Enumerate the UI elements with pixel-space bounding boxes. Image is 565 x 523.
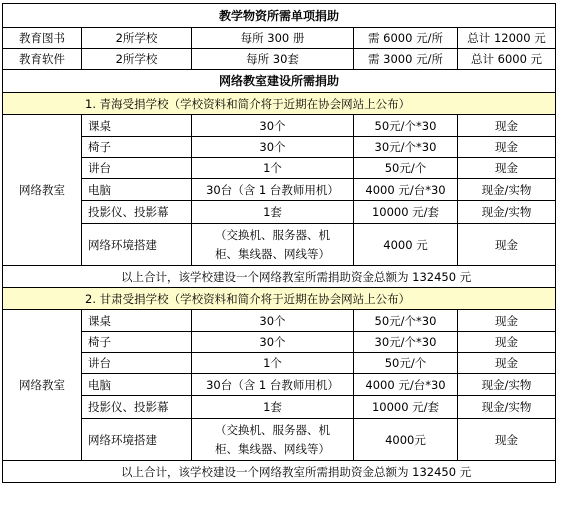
table-row xyxy=(3,374,556,396)
group-label: 网络教室 xyxy=(3,310,82,461)
summary-row xyxy=(3,461,556,483)
table-row xyxy=(3,224,556,266)
qty-cell: 1个 xyxy=(192,353,354,374)
table-row xyxy=(3,179,556,201)
section-title: 网络教室建设所需捐助 xyxy=(3,70,556,93)
qty-cell: 1个 xyxy=(192,158,354,179)
price-cell: 4000 元 xyxy=(354,224,458,266)
school-header: 2. 甘肃受捐学校（学校资料和简介将于近期在协会网站上公布） xyxy=(3,288,556,310)
price-cell: 30元/个*30 xyxy=(354,137,458,158)
price-cell: 50元/个 xyxy=(354,353,458,374)
table-row xyxy=(3,353,556,374)
item-name: 网络环境搭建 xyxy=(82,419,192,461)
item-name: 投影仪、投影幕 xyxy=(82,396,192,419)
item-name: 椅子 xyxy=(82,137,192,158)
section-title-row xyxy=(3,70,556,93)
type-cell: 现金/实物 xyxy=(458,396,556,419)
type-cell: 现金 xyxy=(458,224,556,266)
type-cell: 现金 xyxy=(458,332,556,353)
item-name: 电脑 xyxy=(82,179,192,201)
total-cell: 总计 12000 元 xyxy=(458,28,556,49)
section-title-row xyxy=(3,4,556,28)
summary-row xyxy=(3,266,556,288)
table-row xyxy=(3,310,556,332)
type-cell: 现金/实物 xyxy=(458,374,556,396)
price-cell: 4000 元/台*30 xyxy=(354,374,458,396)
qty-cell: 30个 xyxy=(192,137,354,158)
school-header-row xyxy=(3,288,556,310)
item-name: 课桌 xyxy=(82,115,192,137)
item-name: 椅子 xyxy=(82,332,192,353)
item-name: 讲台 xyxy=(82,158,192,179)
type-cell: 现金/实物 xyxy=(458,179,556,201)
scope-cell: 2所学校 xyxy=(82,49,192,70)
qty-cell: 1套 xyxy=(192,396,354,419)
price-cell: 50元/个 xyxy=(354,158,458,179)
summary-text: 以上合计，该学校建设一个网络教室所需捐助资金总额为 132450 元 xyxy=(3,266,556,288)
scope-cell: 2所学校 xyxy=(82,28,192,49)
qty-cell: 1套 xyxy=(192,201,354,224)
summary-text: 以上合计，该学校建设一个网络教室所需捐助资金总额为 132450 元 xyxy=(3,461,556,483)
item-name: 讲台 xyxy=(82,353,192,374)
table-row xyxy=(3,332,556,353)
qty-cell xyxy=(192,419,354,461)
qty-cell: 30台（含 1 台教师用机） xyxy=(192,374,354,396)
item-name: 投影仪、投影幕 xyxy=(82,201,192,224)
total-cell: 总计 6000 元 xyxy=(458,49,556,70)
amount-cell: 每所 30套 xyxy=(192,49,354,70)
price-cell: 10000 元/套 xyxy=(354,201,458,224)
item-name: 电脑 xyxy=(82,374,192,396)
qty-line: 柜、集线器、网线等） xyxy=(215,441,330,456)
table-row xyxy=(3,49,556,70)
qty-cell: 30台（含 1 台教师用机） xyxy=(192,179,354,201)
price-cell: 4000 元/台*30 xyxy=(354,179,458,201)
item-name: 教育软件 xyxy=(3,49,82,70)
table-row xyxy=(3,158,556,179)
type-cell: 现金/实物 xyxy=(458,201,556,224)
type-cell: 现金 xyxy=(458,419,556,461)
table-row xyxy=(3,137,556,158)
type-cell: 现金 xyxy=(458,353,556,374)
qty-cell: 30个 xyxy=(192,332,354,353)
donation-table-container xyxy=(2,3,555,483)
price-cell: 10000 元/套 xyxy=(354,396,458,419)
qty-cell: 30个 xyxy=(192,115,354,137)
qty-line: （交换机、服务器、机 xyxy=(215,422,330,437)
table-row xyxy=(3,28,556,49)
donation-table xyxy=(2,3,556,483)
type-cell: 现金 xyxy=(458,137,556,158)
table-row xyxy=(3,201,556,224)
price-cell: 50元/个*30 xyxy=(354,115,458,137)
section-title: 教学物资所需单项捐助 xyxy=(3,4,556,28)
price-cell: 30元/个*30 xyxy=(354,332,458,353)
qty-line: 柜、集线器、网线等） xyxy=(215,246,330,261)
price-cell: 需 3000 元/所 xyxy=(354,49,458,70)
item-name: 网络环境搭建 xyxy=(82,224,192,266)
type-cell: 现金 xyxy=(458,115,556,137)
school-header: 1. 青海受捐学校（学校资料和简介将于近期在协会网站上公布） xyxy=(3,93,556,115)
table-row xyxy=(3,419,556,461)
qty-line: （交换机、服务器、机 xyxy=(215,227,330,242)
type-cell: 现金 xyxy=(458,158,556,179)
price-cell: 50元/个*30 xyxy=(354,310,458,332)
price-cell: 需 6000 元/所 xyxy=(354,28,458,49)
amount-cell: 每所 300 册 xyxy=(192,28,354,49)
table-row xyxy=(3,396,556,419)
school-header-row xyxy=(3,93,556,115)
table-row xyxy=(3,115,556,137)
qty-cell: 30个 xyxy=(192,310,354,332)
type-cell: 现金 xyxy=(458,310,556,332)
group-label: 网络教室 xyxy=(3,115,82,266)
qty-cell xyxy=(192,224,354,266)
price-cell: 4000元 xyxy=(354,419,458,461)
item-name: 课桌 xyxy=(82,310,192,332)
item-name: 教育图书 xyxy=(3,28,82,49)
